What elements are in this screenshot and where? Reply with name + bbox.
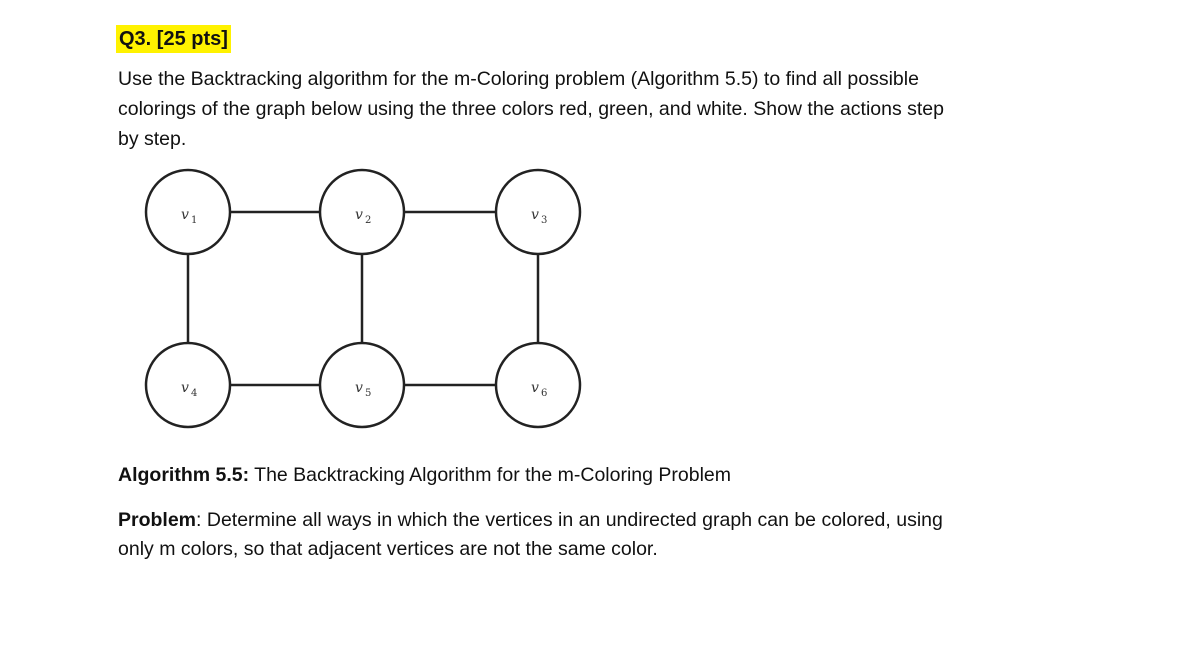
vertex-label: v [181,380,189,396]
vertex-subscript: 1 [191,215,198,226]
vertex-subscript: 3 [541,215,548,226]
vertex-subscript: 4 [191,388,198,399]
problem-text: : Determine all ways in which the vertices in an undirected graph can be colored, using [196,509,943,531]
vertex-label: v [181,207,189,223]
vertex-v2 [320,170,404,254]
problem-statement [118,506,1078,564]
vertex-subscript: 2 [365,215,372,226]
vertex-v6 [496,343,580,427]
vertex-subscript: 5 [365,388,372,399]
algorithm-title-label: Algorithm 5.5: [118,464,250,486]
vertex-label: v [531,207,539,223]
vertex-subscript: 6 [541,388,548,399]
question-text-line: Use the Backtracking algorithm for the m-Coloring problem (Algorithm 5.5) to find all possible [118,68,919,90]
algorithm-title [118,462,731,488]
question-text-line: by step. [118,128,187,150]
vertex-v3 [496,170,580,254]
algorithm-title-text: The Backtracking Algorithm for the m-Coloring Problem [249,464,732,486]
vertex-v4 [146,343,230,427]
vertex-label: v [531,380,539,396]
problem-label: Problem [118,509,197,531]
question-text-line: colorings of the graph below using the three colors red, green, and white. Show the actions step [118,98,944,120]
graph-diagram [130,160,600,450]
vertex-label: v [355,380,363,396]
problem-line: only m colors, so that adjacent vertices are not the same color. [118,538,658,560]
question-heading: Q3. [25 pts] [116,25,231,53]
vertex-v1 [146,170,230,254]
question-text [118,64,1068,154]
vertex-label: v [355,207,363,223]
vertex-v5 [320,343,404,427]
problem-line [118,506,1078,535]
